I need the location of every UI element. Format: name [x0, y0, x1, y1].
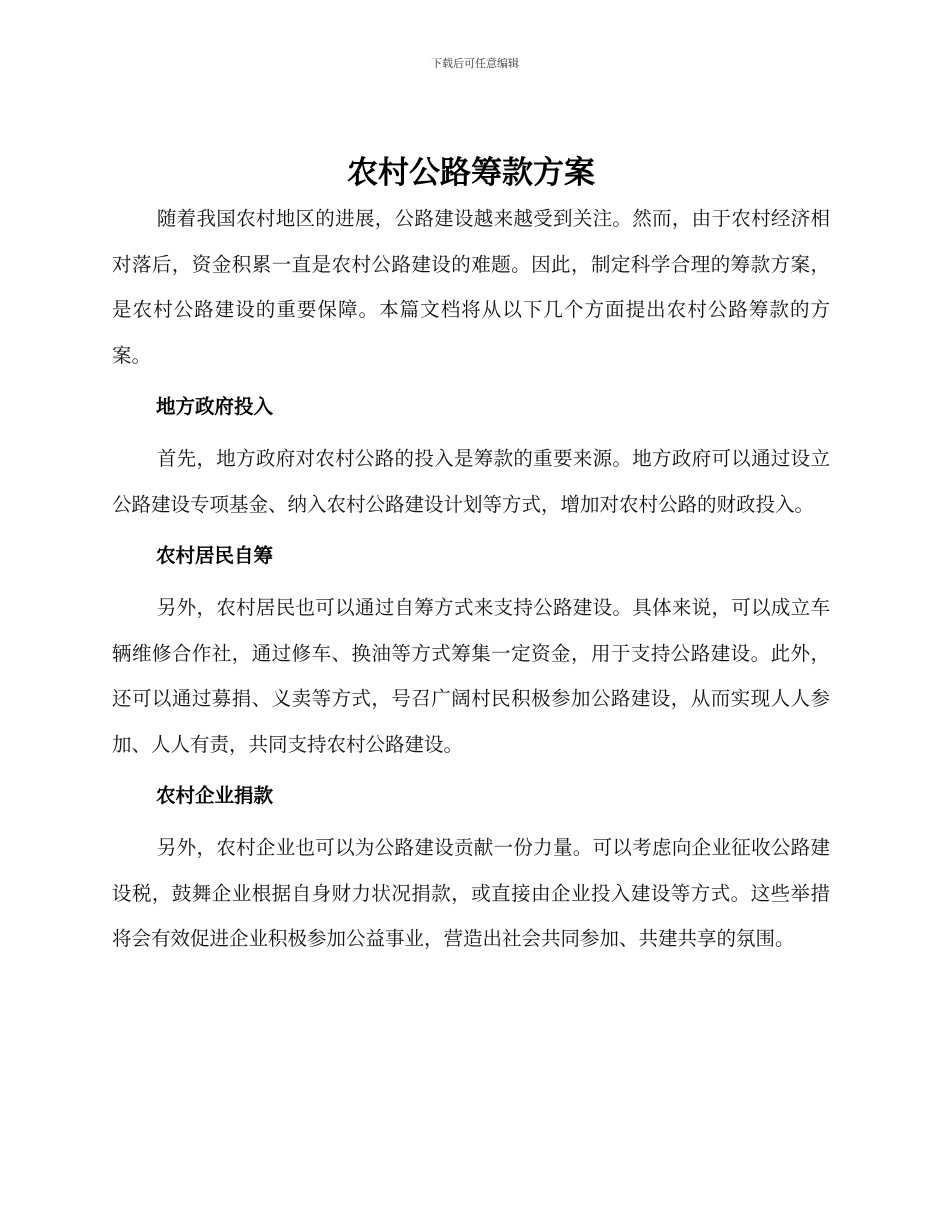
page-header-note: 下载后可任意编辑: [431, 57, 519, 70]
section-body-resident-self-funding: 另外，农村居民也可以通过自筹方式来支持公路建设。具体来说，可以成立车辆维修合作社，通过修车、换油等方式筹集一定资金，用于支持公路建设。此外，还可以通过募捐、义卖等方式，号召广阔村民积极参加公路建设，从而实现人人参加、人人有责，共同支持农村公路建设。: [112, 596, 830, 756]
section-body-government-investment: 首先，地方政府对农村公路的投入是筹款的重要来源。地方政府可以通过设立公路建设专项基金、纳入农村公路建设计划等方式，增加对农村公路的财政投入。: [112, 447, 830, 516]
section-heading-government-investment: 地方政府投入: [156, 395, 274, 418]
document-body: [112, 150, 830, 962]
intro-paragraph: 随着我国农村地区的进展，公路建设越来越受到关注。然而，由于农村经济相对落后，资金积累一直是农村公路建设的难题。因此，制定科学合理的筹款方案，是农村公路建设的重要保障。本篇文档将从以下几个方面提出农村公路筹款的方案。: [112, 207, 830, 367]
document-title: 农村公路筹款方案: [347, 155, 595, 191]
section-heading-resident-self-funding: 农村居民自筹: [156, 544, 274, 567]
section-body-enterprise-donation: 另外，农村企业也可以为公路建设贡献一份力量。可以考虑向企业征收公路建设税，鼓舞企业根据自身财力状况捐款，或直接由企业投入建设等方式。这些举措将会有效促进企业积极参加公益事业，营造出社会共同参加、共建共享的氛围。: [112, 836, 830, 950]
section-heading-enterprise-donation: 农村企业捐款: [156, 784, 274, 807]
